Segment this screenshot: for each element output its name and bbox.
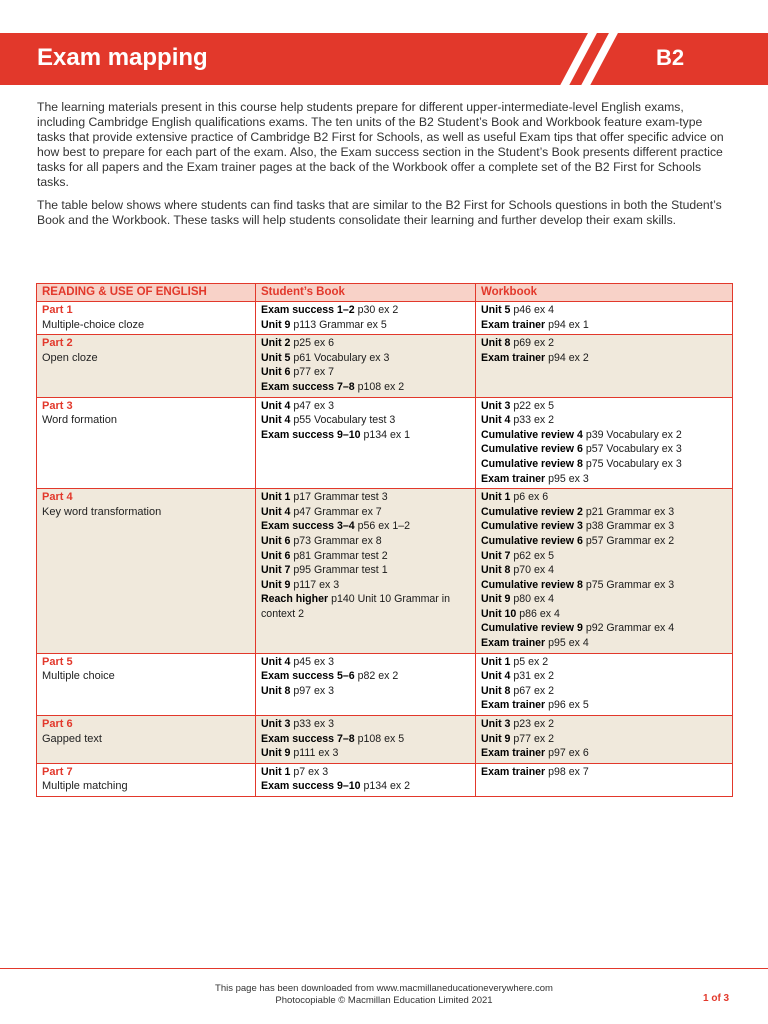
reference-entry <box>261 765 470 780</box>
footer <box>0 983 768 1007</box>
reference-entry <box>261 428 470 443</box>
reference-entry <box>481 698 727 713</box>
table-body <box>37 302 733 797</box>
reference-unit: Unit 1 <box>481 655 511 668</box>
reference-entry <box>481 578 727 593</box>
reference-entry <box>261 655 470 670</box>
part-cell <box>37 489 256 654</box>
reference-unit: Unit 4 <box>261 399 291 412</box>
reference-unit: Unit 9 <box>481 732 511 745</box>
reference-unit: Unit 1 <box>261 765 291 778</box>
reference-unit: Unit 10 <box>481 607 517 620</box>
table-row <box>37 716 733 764</box>
reference-detail: p47 Grammar ex 7 <box>290 505 382 518</box>
part-number: Part 6 <box>42 718 73 731</box>
reference-detail: p95 Grammar test 1 <box>290 564 388 577</box>
part-name: Open cloze <box>42 351 98 364</box>
reference-unit: Exam trainer <box>481 747 546 760</box>
workbook-cell <box>476 653 733 715</box>
reference-unit: Unit 9 <box>261 747 291 760</box>
reference-entry <box>261 592 470 621</box>
reference-detail: p38 Grammar ex 3 <box>582 520 675 533</box>
students-book-cell <box>256 489 476 654</box>
part-cell <box>37 302 256 335</box>
reference-unit: Unit 6 <box>261 549 291 562</box>
reference-detail: p45 ex 3 <box>290 655 335 668</box>
reference-detail: p95 ex 4 <box>545 637 589 650</box>
reference-entry <box>261 717 470 732</box>
reference-detail: p86 ex 4 <box>516 607 560 620</box>
reference-entry <box>481 457 727 472</box>
header-workbook: Workbook <box>476 284 733 302</box>
reference-detail: p33 ex 3 <box>290 718 335 731</box>
reference-detail: p39 Vocabulary ex 2 <box>582 428 682 441</box>
reference-entry <box>261 732 470 747</box>
reference-unit: Unit 1 <box>481 491 511 504</box>
reference-unit: Unit 3 <box>481 399 511 412</box>
reference-entry <box>261 351 470 366</box>
reference-unit: Exam trainer <box>481 699 546 712</box>
reference-detail: p57 Vocabulary ex 3 <box>582 443 682 456</box>
table-row <box>37 489 733 654</box>
reference-unit: Cumulative review 3 <box>481 520 583 533</box>
intro-paragraph: The learning materials present in this course help students prepare for different upper-intermediate-level English exams, including Cambridge English qualifications exams. The ten units of the B2 Student’s Book and Workbook feature exam-type tasks that provide extensive practice of Cambridge B2 First for Schools, as well as useful Exam tips that offer specific advice on how best to prepare for each part of the exam. Also, the Exam success section in the Student’s Book presents different practice tasks for all papers and the Exam trainer pages at the back of the Workbook offer a complete set of the B2 First for Schools tasks. <box>37 100 724 190</box>
reference-entry <box>481 490 727 505</box>
reference-detail: p5 ex 2 <box>510 655 549 668</box>
reference-detail: p96 ex 5 <box>545 699 589 712</box>
exam-mapping-table <box>36 283 733 797</box>
reference-unit: Cumulative review 2 <box>481 505 583 518</box>
reference-unit: Exam success 9–10 <box>261 428 361 441</box>
part-name: Gapped text <box>42 732 102 745</box>
reference-detail: p82 ex 2 <box>354 670 399 683</box>
reference-unit: Unit 8 <box>481 564 511 577</box>
reference-detail: p7 ex 3 <box>290 765 329 778</box>
reference-detail: p57 Grammar ex 2 <box>582 534 675 547</box>
reference-detail: p30 ex 2 <box>354 304 399 316</box>
reference-detail: p62 ex 5 <box>510 549 555 562</box>
reference-detail: p25 ex 6 <box>290 337 335 350</box>
workbook-cell <box>476 302 733 335</box>
reference-unit: Unit 4 <box>481 670 511 683</box>
part-name: Multiple matching <box>42 780 128 793</box>
reference-unit: Unit 9 <box>481 593 511 606</box>
workbook-cell <box>476 335 733 397</box>
header-students-book: Student’s Book <box>256 284 476 302</box>
reference-unit: Exam success 7–8 <box>261 732 355 745</box>
footer-divider <box>0 968 768 969</box>
reference-entry <box>481 732 727 747</box>
reference-entry <box>481 684 727 699</box>
reference-entry <box>481 318 727 333</box>
workbook-cell <box>476 397 733 489</box>
part-name: Key word transformation <box>42 505 162 518</box>
reference-detail: p46 ex 4 <box>510 304 555 316</box>
reference-unit: Cumulative review 8 <box>481 578 583 591</box>
reference-entry <box>481 621 727 636</box>
reference-detail: p95 ex 3 <box>545 472 589 485</box>
reference-detail: p134 ex 2 <box>360 780 411 793</box>
reference-unit: Reach higher <box>261 593 329 606</box>
workbook-cell <box>476 763 733 796</box>
reference-entry <box>481 336 727 351</box>
part-number: Part 5 <box>42 655 73 668</box>
reference-detail: p77 ex 2 <box>510 732 555 745</box>
header-banner <box>0 33 768 85</box>
reference-detail: p94 ex 2 <box>545 351 589 364</box>
students-book-cell <box>256 397 476 489</box>
reference-detail: p140 Unit 10 Grammar in context 2 <box>261 593 451 620</box>
part-cell <box>37 397 256 489</box>
students-book-cell <box>256 302 476 335</box>
reference-detail: p81 Grammar test 2 <box>290 549 388 562</box>
reference-entry <box>481 636 727 651</box>
part-cell <box>37 716 256 764</box>
intro-text <box>37 100 733 235</box>
reference-entry <box>481 399 727 414</box>
reference-entry <box>481 592 727 607</box>
reference-entry <box>261 563 470 578</box>
reference-entry <box>481 442 727 457</box>
reference-detail: p67 ex 2 <box>510 684 555 697</box>
reference-detail: p108 ex 5 <box>354 732 405 745</box>
reference-entry <box>261 684 470 699</box>
reference-entry <box>261 413 470 428</box>
page-number: 1 of 3 <box>703 993 730 1004</box>
part-name: Multiple choice <box>42 670 115 683</box>
level-badge: B2 <box>656 45 685 70</box>
reference-entry <box>261 519 470 534</box>
part-number: Part 2 <box>42 337 73 350</box>
reference-detail: p75 Vocabulary ex 3 <box>582 457 682 470</box>
reference-detail: p69 ex 2 <box>510 337 555 350</box>
reference-detail: p98 ex 7 <box>545 765 589 778</box>
reference-detail: p94 ex 1 <box>545 318 589 331</box>
reference-detail: p31 ex 2 <box>510 670 555 683</box>
part-number: Part 3 <box>42 399 73 412</box>
reference-detail: p92 Grammar ex 4 <box>582 622 675 635</box>
reference-detail: p61 Vocabulary ex 3 <box>290 351 390 364</box>
reference-unit: Exam trainer <box>481 351 546 364</box>
reference-unit: Unit 8 <box>481 337 511 350</box>
reference-unit: Cumulative review 6 <box>481 534 583 547</box>
reference-entry <box>261 380 470 395</box>
part-number: Part 7 <box>42 765 73 778</box>
table-row <box>37 302 733 335</box>
workbook-cell <box>476 489 733 654</box>
reference-entry <box>481 303 727 318</box>
workbook-cell <box>476 716 733 764</box>
reference-unit: Unit 3 <box>261 718 291 731</box>
reference-unit: Exam trainer <box>481 637 546 650</box>
reference-unit: Exam trainer <box>481 765 546 778</box>
footer-copyright: Photocopiable © Macmillan Education Limited 2021 <box>275 995 493 1006</box>
header-reading: READING & USE OF ENGLISH <box>37 284 256 302</box>
reference-unit: Unit 4 <box>261 655 291 668</box>
reference-detail: p21 Grammar ex 3 <box>582 505 675 518</box>
footer-download-note: This page has been downloaded from www.macmillaneducationeverywhere.com <box>215 983 553 994</box>
reference-unit: Cumulative review 4 <box>481 428 583 441</box>
reference-detail: p134 ex 1 <box>360 428 411 441</box>
reference-detail: p73 Grammar ex 8 <box>290 534 382 547</box>
reference-unit: Cumulative review 9 <box>481 622 583 635</box>
reference-unit: Unit 9 <box>261 578 291 591</box>
reference-unit: Exam success 1–2 <box>261 304 355 316</box>
reference-entry <box>481 428 727 443</box>
part-cell <box>37 763 256 796</box>
reference-unit: Unit 4 <box>481 414 511 427</box>
reference-entry <box>481 655 727 670</box>
reference-unit: Unit 4 <box>261 414 291 427</box>
reference-detail: p80 ex 4 <box>510 593 555 606</box>
reference-entry <box>481 765 727 780</box>
reference-detail: p113 Grammar ex 5 <box>290 318 387 331</box>
reference-detail: p56 ex 1–2 <box>354 520 411 533</box>
reference-entry <box>481 549 727 564</box>
reference-entry <box>481 472 727 487</box>
reference-unit: Exam success 5–6 <box>261 670 355 683</box>
reference-unit: Cumulative review 8 <box>481 457 583 470</box>
reference-entry <box>261 549 470 564</box>
reference-unit: Exam success 7–8 <box>261 380 355 393</box>
reference-entry <box>261 490 470 505</box>
reference-entry <box>481 563 727 578</box>
students-book-cell <box>256 335 476 397</box>
reference-detail: p108 ex 2 <box>354 380 405 393</box>
reference-unit: Exam trainer <box>481 318 546 331</box>
reference-entry <box>481 669 727 684</box>
reference-detail: p33 ex 2 <box>510 414 555 427</box>
reference-unit: Unit 6 <box>261 534 291 547</box>
reference-detail: p17 Grammar test 3 <box>290 491 388 504</box>
part-name: Word formation <box>42 414 117 427</box>
reference-unit: Exam trainer <box>481 472 546 485</box>
page-title: Exam mapping <box>37 44 208 71</box>
reference-entry <box>481 519 727 534</box>
reference-detail: p97 ex 3 <box>290 684 335 697</box>
reference-entry <box>481 607 727 622</box>
reference-entry <box>261 365 470 380</box>
reference-detail: p111 ex 3 <box>290 747 339 760</box>
reference-unit: Unit 7 <box>261 564 291 577</box>
reference-unit: Exam success 9–10 <box>261 780 361 793</box>
table-header-row <box>37 284 733 302</box>
reference-unit: Unit 7 <box>481 549 511 562</box>
table-row <box>37 653 733 715</box>
part-cell <box>37 653 256 715</box>
reference-entry <box>261 303 470 318</box>
reference-unit: Unit 5 <box>261 351 291 364</box>
reference-unit: Unit 3 <box>481 718 511 731</box>
reference-entry <box>261 336 470 351</box>
table-row <box>37 397 733 489</box>
students-book-cell <box>256 653 476 715</box>
reference-unit: Unit 8 <box>481 684 511 697</box>
reference-entry <box>481 717 727 732</box>
reference-entry <box>481 746 727 761</box>
table-row <box>37 763 733 796</box>
part-name: Multiple-choice cloze <box>42 318 145 331</box>
reference-entry <box>481 534 727 549</box>
reference-detail: p117 ex 3 <box>290 578 340 591</box>
reference-unit: Unit 9 <box>261 318 291 331</box>
reference-entry <box>481 413 727 428</box>
reference-unit: Unit 6 <box>261 366 291 379</box>
reference-detail: p55 Vocabulary test 3 <box>290 414 396 427</box>
reference-unit: Unit 5 <box>481 304 511 316</box>
reference-entry <box>261 779 470 794</box>
reference-unit: Cumulative review 6 <box>481 443 583 456</box>
intro-paragraph: The table below shows where students can find tasks that are similar to the B2 First for Schools questions in both the Student’s Book and the Workbook. These tasks will help students consolidate their learning and further develop their exam skills. <box>37 197 722 227</box>
reference-detail: p22 ex 5 <box>510 399 555 412</box>
part-number: Part 1 <box>42 304 73 316</box>
part-number: Part 4 <box>42 491 73 504</box>
reference-detail: p75 Grammar ex 3 <box>582 578 675 591</box>
reference-entry <box>481 351 727 366</box>
reference-entry <box>261 578 470 593</box>
reference-entry <box>261 534 470 549</box>
students-book-cell <box>256 716 476 764</box>
reference-entry <box>261 318 470 333</box>
table-row <box>37 335 733 397</box>
reference-entry <box>261 669 470 684</box>
reference-entry <box>261 505 470 520</box>
reference-detail: p6 ex 6 <box>510 491 549 504</box>
reference-entry <box>261 746 470 761</box>
reference-entry <box>481 505 727 520</box>
reference-detail: p47 ex 3 <box>290 399 335 412</box>
reference-unit: Unit 8 <box>261 684 291 697</box>
reference-entry <box>261 399 470 414</box>
reference-unit: Exam success 3–4 <box>261 520 355 533</box>
reference-unit: Unit 4 <box>261 505 291 518</box>
reference-unit: Unit 2 <box>261 337 291 350</box>
students-book-cell <box>256 763 476 796</box>
reference-detail: p97 ex 6 <box>545 747 589 760</box>
reference-detail: p23 ex 2 <box>510 718 555 731</box>
reference-unit: Unit 1 <box>261 491 291 504</box>
part-cell <box>37 335 256 397</box>
reference-detail: p77 ex 7 <box>290 366 335 379</box>
reference-detail: p70 ex 4 <box>510 564 555 577</box>
